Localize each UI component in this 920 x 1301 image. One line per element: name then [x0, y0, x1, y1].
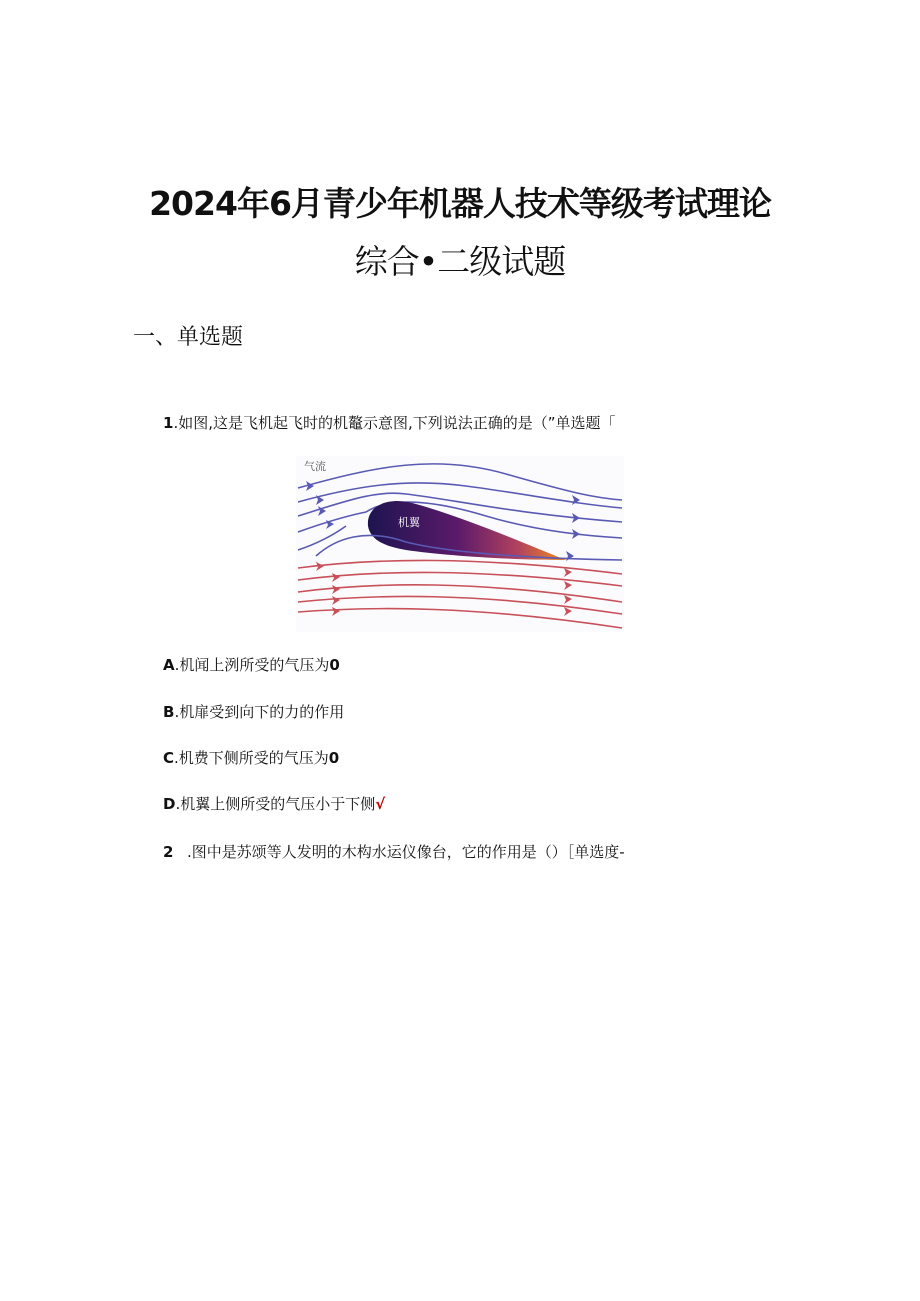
- option-letter: A: [163, 656, 175, 674]
- option-b[interactable]: [163, 701, 344, 722]
- option-letter: C: [163, 749, 175, 767]
- option-letter: B: [163, 703, 175, 721]
- question-1: [163, 412, 616, 433]
- section-heading: 一、单选题: [133, 325, 244, 350]
- option-text: .机扉受到向下的力的作用: [174, 703, 345, 721]
- option-value: 0: [328, 749, 340, 767]
- wing-label: 机翼: [398, 516, 420, 529]
- airflow-label: 气流: [304, 460, 326, 473]
- option-value: 0: [329, 656, 340, 674]
- question-number: 1: [163, 414, 174, 432]
- option-d[interactable]: [163, 793, 385, 814]
- wing-airflow-diagram: [296, 456, 624, 632]
- option-c[interactable]: [163, 747, 339, 768]
- question-number: 2: [163, 843, 174, 861]
- question-2: [163, 841, 625, 862]
- option-text: .机费下侧所受的气压为: [174, 749, 329, 767]
- document-title-line-1: 2024年6月青少年机器人技术等级考试理论: [149, 184, 771, 223]
- correct-answer-check: √: [375, 795, 386, 813]
- option-text: .机闻上洌所受的气压为: [174, 656, 330, 674]
- question-text: .如图,这是飞机起飞时的机鼇示意图,下列说法正确的是（”单选题「: [173, 414, 616, 432]
- document-title-line-2: 综合•二级试题: [354, 242, 566, 281]
- option-text: .机翼上侧所受的气压小于下侧: [175, 795, 376, 813]
- question-text: .图中是苏颂等人发明的木构水运仪像台，它的作用是（）［单选度-: [187, 843, 625, 861]
- option-a[interactable]: [163, 654, 340, 675]
- option-letter: D: [163, 795, 176, 813]
